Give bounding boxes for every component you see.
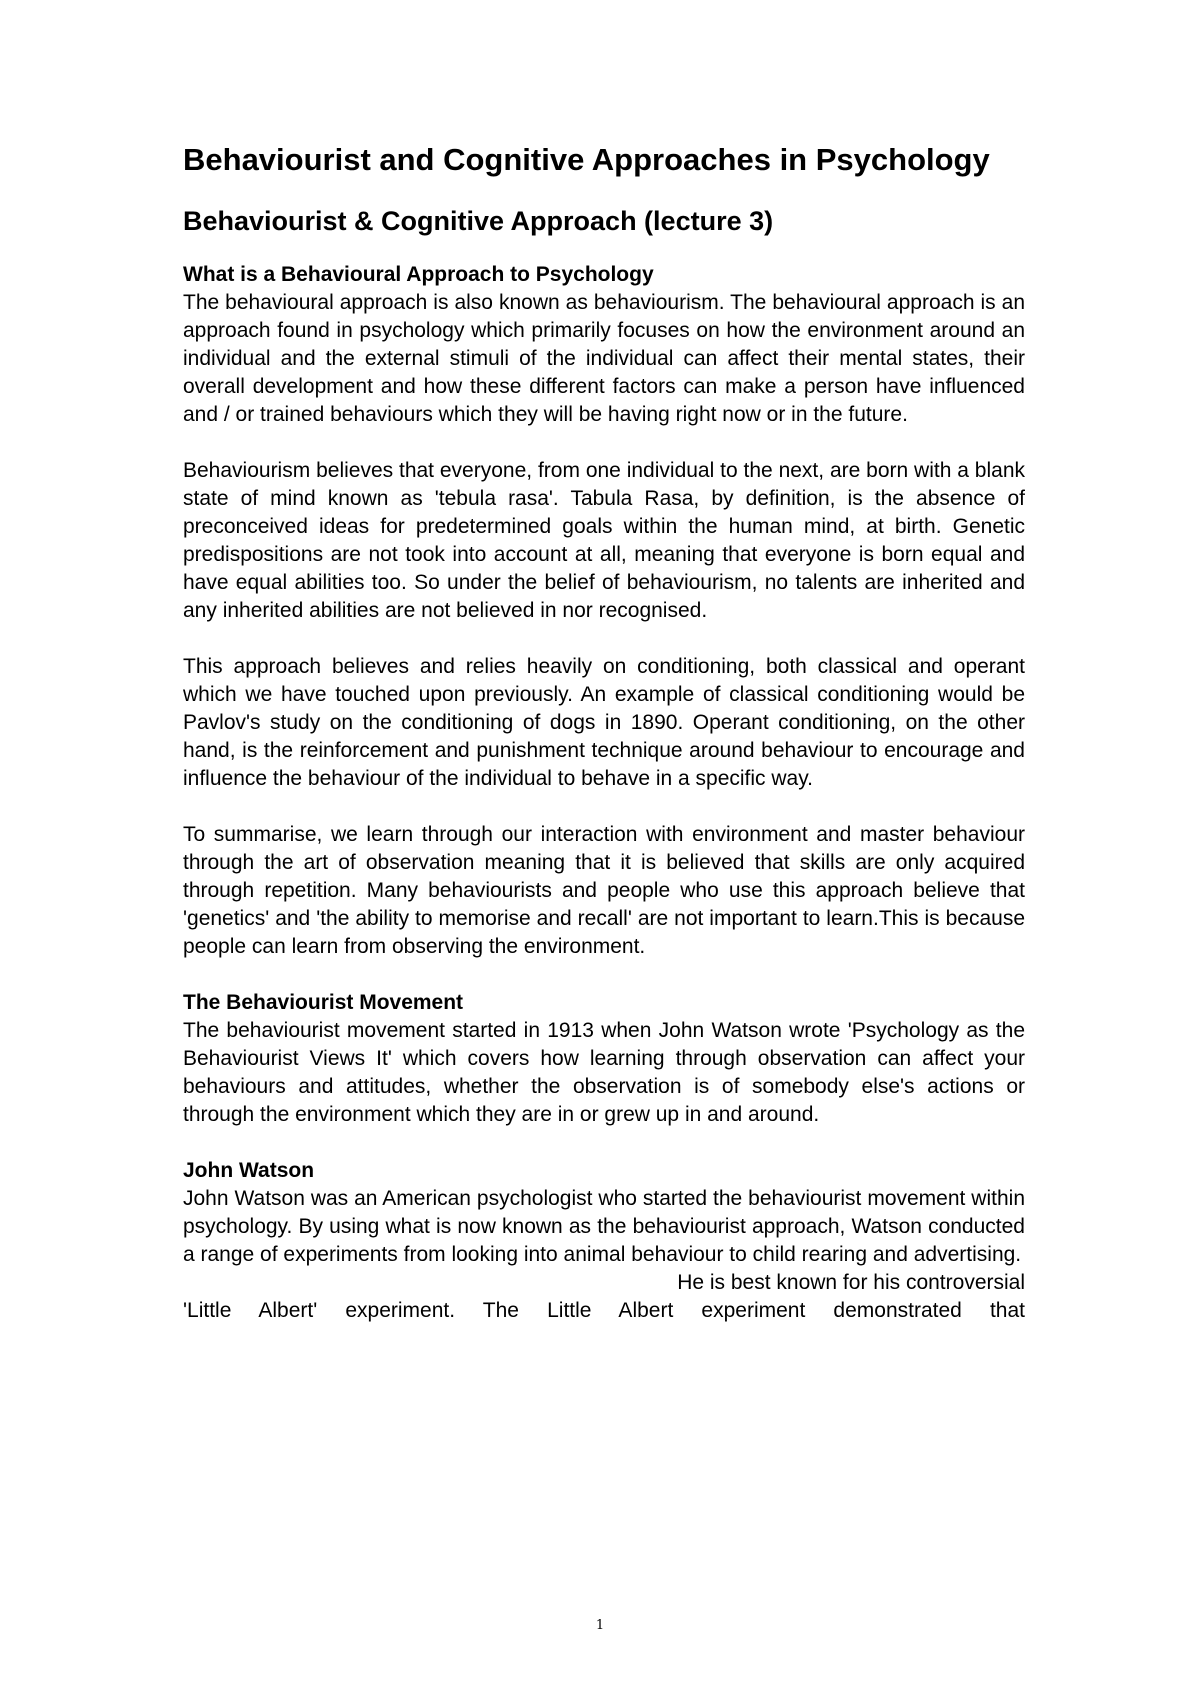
continuation-tail: 'Little Albert' experiment. The Little Albert experiment demonstrated that (183, 1299, 1025, 1322)
section-behaviourist-movement (183, 989, 1025, 1129)
section-heading: What is a Behavioural Approach to Psychology (183, 263, 654, 286)
page-number: 1 (595, 1618, 605, 1633)
paragraph: To summarise, we learn through our interaction with environment and master behaviour through the art of observation meaning that it is believed that skills are only acquired through repetition. Many behaviourists and people who use this approach believe that 'genetics' and 'the ability to memorise and recall' are not important to learn.This is because people can learn from observing the environment. (183, 823, 1025, 958)
section-behavioural-approach (183, 261, 1025, 961)
section-heading: The Behaviourist Movement (183, 991, 464, 1014)
continuation-line: He is best known for his controversial (677, 1271, 1025, 1294)
document-subtitle: Behaviourist & Cognitive Approach (lecture 3) (183, 206, 774, 236)
paragraph-continuation (183, 1269, 1025, 1325)
paragraph: The behavioural approach is also known as behaviourism. The behavioural approach is an approach found in psychology which primarily focuses on how the environment around an individual and the external stimuli of the individual can affect their mental states, their overall development and how these different factors can make a person have influenced and / or trained behaviours which they will be having right now or in the future. (183, 291, 1025, 426)
document-body (183, 140, 1025, 1325)
paragraph: This approach believes and relies heavily on conditioning, both classical and operant which we have touched upon previously. An example of classical conditioning would be Pavlov's study on the conditioning of dogs in 1890. Operant conditioning, on the other hand, is the reinforcement and punishment technique around behaviour to encourage and influence the behaviour of the individual to behave in a specific way. (183, 655, 1025, 790)
document-title: Behaviourist and Cognitive Approaches in Psychology (183, 142, 990, 177)
section-john-watson (183, 1157, 1025, 1325)
paragraph: Behaviourism believes that everyone, from one individual to the next, are born with a blank state of mind known as 'tebula rasa'. Tabula Rasa, by definition, is the absence of preconceived ideas for predetermined goals within the human mind, at birth. Genetic predispositions are not took into account at all, meaning that everyone is born equal and have equal abilities too. So under the belief of behaviourism, no talents are inherited and any inherited abilities are not believed in nor recognised. (183, 459, 1025, 622)
paragraph: The behaviourist movement started in 1913 when John Watson wrote 'Psychology as the Behaviourist Views It' which covers how learning through observation can affect your behaviours and attitudes, whether the observation is of somebody else's actions or through the environment which they are in or grew up in and around. (183, 1019, 1025, 1126)
paragraph: John Watson was an American psychologist who started the behaviourist movement within psychology. By using what is now known as the behaviourist approach, Watson conducted a range of experiments from looking into animal behaviour to child rearing and advertising. (183, 1187, 1025, 1266)
section-heading: John Watson (183, 1159, 315, 1182)
